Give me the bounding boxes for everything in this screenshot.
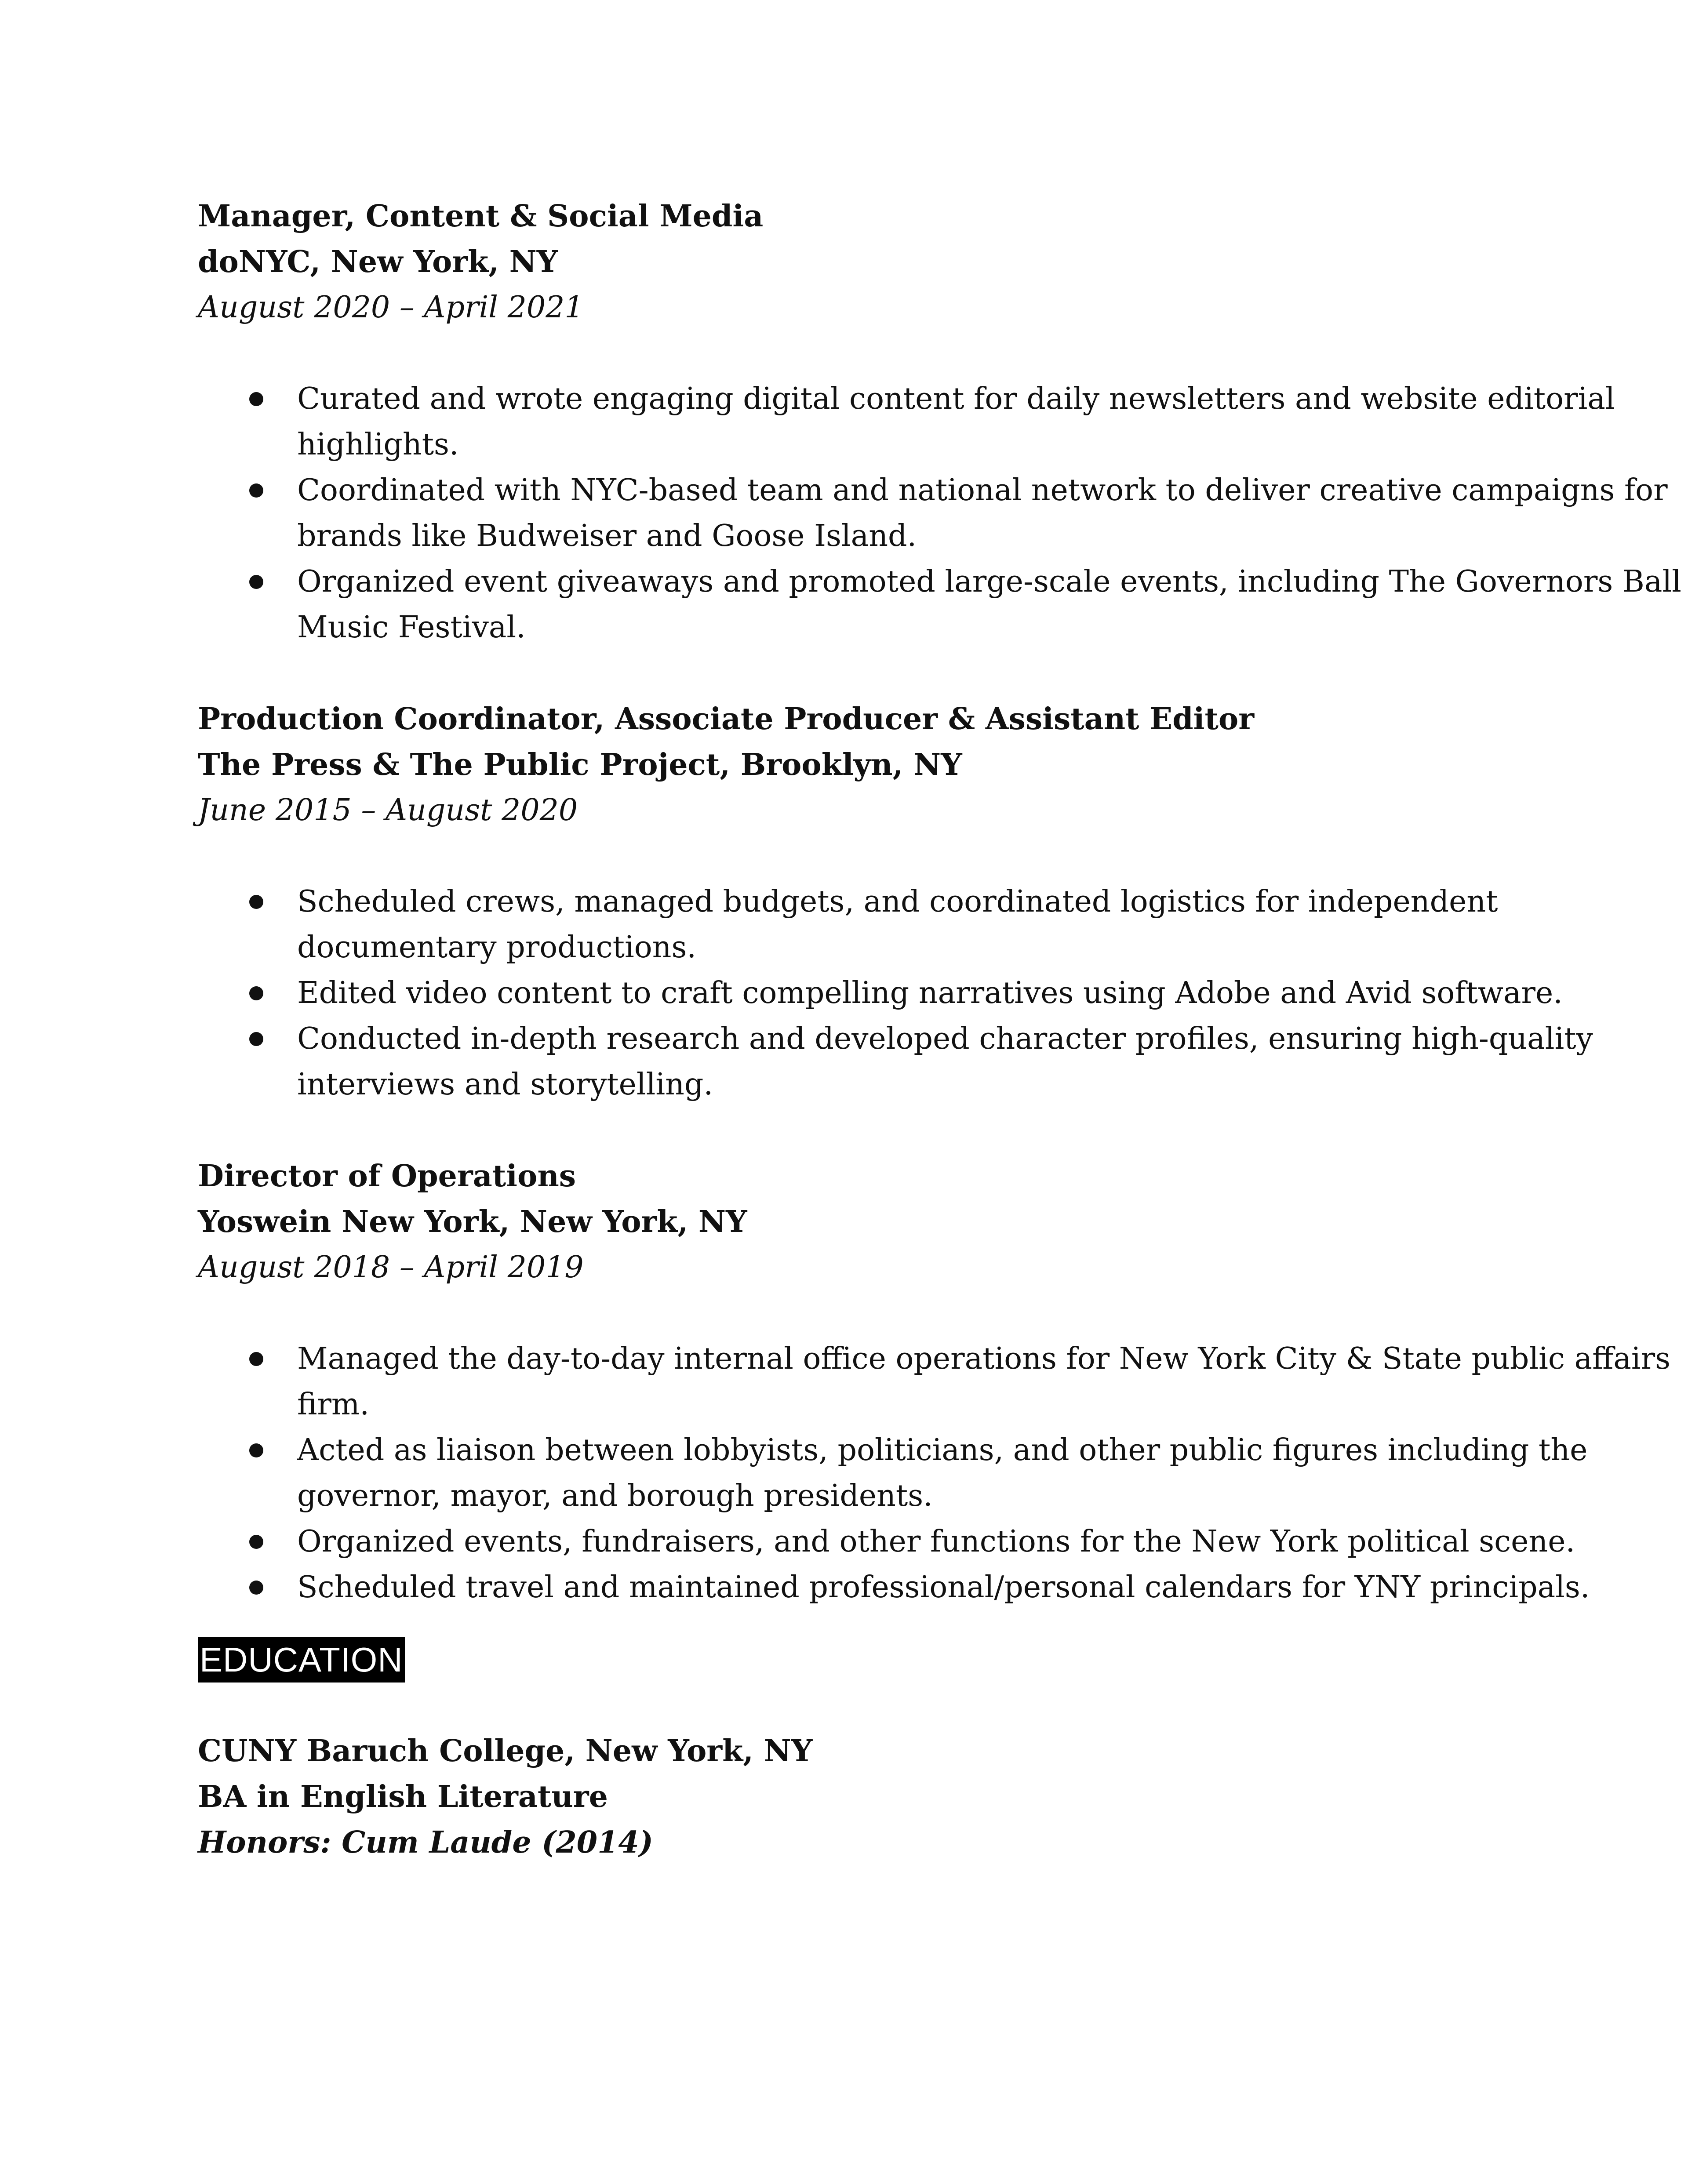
bullet-icon bbox=[249, 392, 263, 406]
job-bullet-text: Scheduled crews, managed budgets, and coordinated logistics for independent documentary productions. bbox=[297, 884, 1498, 965]
job-bullet-text: Conducted in-depth research and developed character profiles, ensuring high-quality interviews and storytelling. bbox=[297, 1021, 1593, 1102]
bullet-icon bbox=[249, 986, 263, 1000]
job-company: doNYC, New York, NY bbox=[198, 244, 558, 280]
job-bullet bbox=[198, 559, 1688, 650]
job-bullet-text: Curated and wrote engaging digital content for daily newsletters and website editorial highlights. bbox=[297, 382, 1615, 462]
bullet-icon bbox=[249, 483, 263, 498]
bullet-icon bbox=[249, 1352, 263, 1366]
job-bullet bbox=[198, 1016, 1688, 1108]
job-dates: June 2015 – August 2020 bbox=[198, 793, 578, 828]
job-bullet bbox=[198, 376, 1688, 468]
job-company: Yoswein New York, New York, NY bbox=[198, 1204, 747, 1239]
job-bullet bbox=[198, 1336, 1688, 1428]
job-bullet-list bbox=[198, 376, 1681, 650]
bullet-icon bbox=[249, 1443, 263, 1457]
education-honors: Honors: Cum Laude (2014) bbox=[198, 1825, 653, 1860]
job-company: The Press & The Public Project, Brooklyn, NY bbox=[198, 747, 962, 782]
job-bullet bbox=[198, 1428, 1688, 1519]
job-entry bbox=[198, 696, 1604, 1108]
bullet-icon bbox=[249, 1535, 263, 1549]
job-title: Director of Operations bbox=[198, 1159, 576, 1194]
education-school: CUNY Baruch College, New York, NY bbox=[198, 1733, 813, 1769]
job-dates: August 2020 – April 2021 bbox=[198, 290, 584, 325]
resume-page bbox=[198, 193, 1681, 1865]
job-title: Production Coordinator, Associate Producer & Assistant Editor bbox=[198, 701, 1255, 737]
job-bullet bbox=[198, 970, 1688, 1016]
education-section bbox=[198, 1637, 1604, 1865]
education-heading: EDUCATION bbox=[198, 1637, 405, 1683]
job-entry bbox=[198, 1153, 1671, 1610]
job-bullet-text: Coordinated with NYC-based team and national network to deliver creative campaigns for brands like Budweiser and Goose Island. bbox=[297, 473, 1668, 553]
job-bullet-text: Organized event giveaways and promoted large-scale events, including The Governors Ball Music Festival. bbox=[297, 564, 1681, 645]
job-bullet bbox=[198, 1519, 1688, 1565]
bullet-icon bbox=[249, 575, 263, 589]
bullet-icon bbox=[249, 895, 263, 909]
bullet-icon bbox=[249, 1032, 263, 1046]
job-bullet bbox=[198, 468, 1688, 559]
bullet-icon bbox=[249, 1581, 263, 1595]
job-bullet bbox=[198, 879, 1688, 970]
job-bullet-text: Acted as liaison between lobbyists, politicians, and other public figures including the governor, mayor, and borough presidents. bbox=[297, 1433, 1588, 1513]
job-bullet-list bbox=[198, 879, 1604, 1108]
job-bullet-text: Managed the day-to-day internal office operations for New York City & State public affairs firm. bbox=[297, 1341, 1671, 1422]
job-bullet bbox=[198, 1565, 1688, 1610]
job-bullet-text: Edited video content to craft compelling narratives using Adobe and Avid software. bbox=[297, 976, 1563, 1010]
job-bullet-list bbox=[198, 1336, 1671, 1610]
job-dates: August 2018 – April 2019 bbox=[198, 1250, 584, 1285]
job-bullet-text: Scheduled travel and maintained professional/personal calendars for YNY principals. bbox=[297, 1570, 1590, 1605]
job-bullet-text: Organized events, fundraisers, and other functions for the New York political scene. bbox=[297, 1524, 1575, 1559]
job-entry bbox=[198, 193, 1681, 650]
education-degree: BA in English Literature bbox=[198, 1779, 608, 1814]
job-title: Manager, Content & Social Media bbox=[198, 199, 764, 234]
